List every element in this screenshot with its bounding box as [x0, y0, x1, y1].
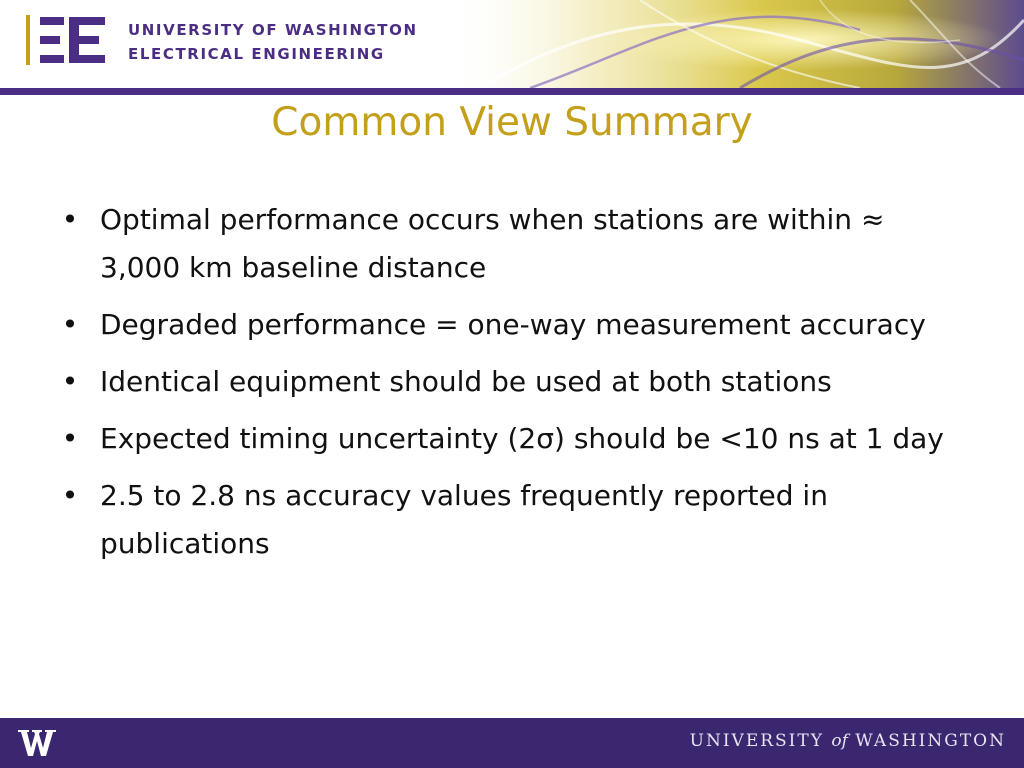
footer-text-university: UNIVERSITY — [689, 731, 824, 751]
org-line-university: UNIVERSITY OF WASHINGTON — [128, 21, 418, 39]
slide-title: Common View Summary — [271, 100, 753, 145]
uw-w-logo-icon — [18, 730, 56, 761]
bullet-text: 2.5 to 2.8 ns accuracy values frequently reported in publications — [100, 479, 828, 560]
footer-university-name — [690, 731, 1006, 751]
ee-logo-icon — [26, 15, 112, 65]
bullet-item — [60, 415, 960, 463]
bullet-text: Degraded performance = one-way measurement accuracy — [100, 308, 926, 341]
bullet-item — [60, 472, 960, 568]
org-line-department: ELECTRICAL ENGINEERING — [128, 45, 385, 63]
bullet-item — [60, 301, 960, 349]
footer-text-of: of — [831, 731, 848, 751]
bullet-dot-icon: • — [61, 203, 79, 236]
bullet-text: Expected timing uncertainty (2σ) should be <10 ns at 1 day — [100, 422, 944, 455]
footer-text-washington: WASHINGTON — [855, 731, 1006, 751]
slide-header — [0, 0, 1024, 95]
bullet-text: Identical equipment should be used at both stations — [100, 365, 832, 398]
bullet-list — [60, 196, 960, 577]
department-name — [128, 18, 418, 66]
bullet-dot-icon: • — [61, 308, 79, 341]
bullet-item — [60, 196, 960, 292]
bullet-item — [60, 358, 960, 406]
header-decorative-art — [440, 0, 1024, 88]
bullet-dot-icon: • — [61, 422, 79, 455]
bullet-dot-icon: • — [61, 365, 79, 398]
bullet-text: Optimal performance occurs when stations are within ≈ 3,000 km baseline distance — [100, 203, 885, 284]
slide-footer — [0, 718, 1024, 768]
header-divider — [0, 88, 1024, 95]
bullet-dot-icon: • — [61, 479, 79, 512]
